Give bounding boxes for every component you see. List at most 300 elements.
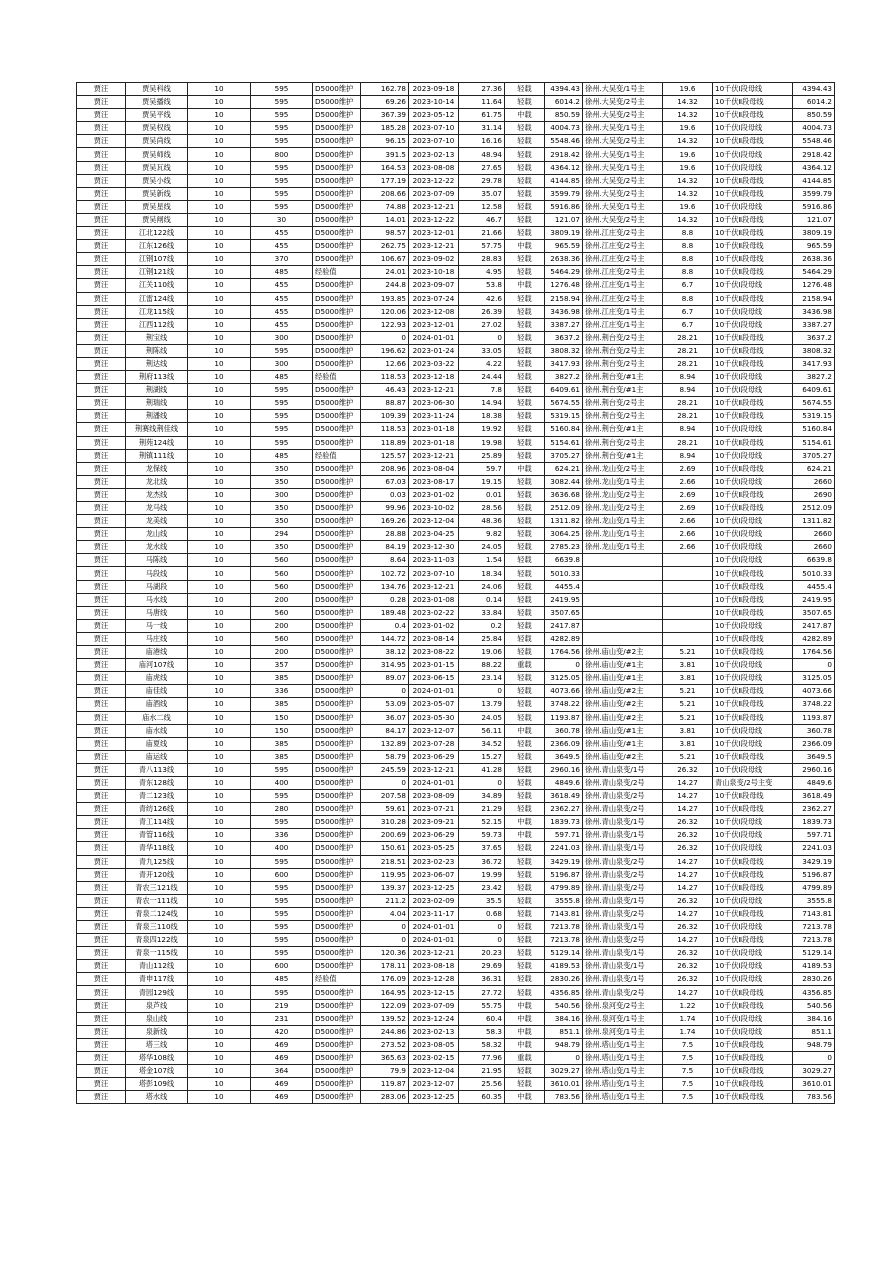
max-date-cell: 2023-12-18: [409, 371, 459, 384]
transformer-load-cell: 26.32: [663, 763, 713, 776]
rated-current-cell: 595: [251, 790, 313, 803]
transformer-load-cell: [663, 567, 713, 580]
available-capacity-cell: 3507.65: [793, 606, 835, 619]
rated-current-cell: 200: [251, 619, 313, 632]
transformer-cell: 徐州.庙山变/#1主: [583, 659, 663, 672]
load-level-cell: 中载: [505, 999, 545, 1012]
max-date-cell: 2023-08-08: [409, 161, 459, 174]
available-capacity-cell: 3029.27: [793, 1065, 835, 1078]
max-current-cell: 120.36: [361, 947, 409, 960]
max-date-cell: 2023-12-25: [409, 1091, 459, 1104]
district-cell: 贾汪: [77, 240, 126, 253]
line-name-cell: 贾吴科线: [126, 83, 188, 96]
transformer-cell: 徐州.大吴变/2号主: [583, 96, 663, 109]
source-cell: D5000维护: [313, 659, 361, 672]
load-rate-cell: 0.68: [459, 907, 505, 920]
line-name-cell: 青开120线: [126, 868, 188, 881]
transformer-load-cell: 8.8: [663, 292, 713, 305]
table-row: [77, 698, 835, 711]
line-name-cell: 龙杰线: [126, 488, 188, 501]
transformer-cell: 徐州.龙山变/2号主: [583, 502, 663, 515]
max-current-cell: 208.66: [361, 187, 409, 200]
available-capacity-cell: 2241.03: [793, 842, 835, 855]
bus-section-cell: 10千伏Ⅰ段母线: [713, 619, 793, 632]
available-capacity-cell: 6639.8: [793, 554, 835, 567]
transformer-load-cell: 14.27: [663, 868, 713, 881]
source-cell: D5000维护: [313, 213, 361, 226]
load-level-cell: 轻载: [505, 803, 545, 816]
transformer-load-cell: 3.81: [663, 737, 713, 750]
source-cell: D5000维护: [313, 855, 361, 868]
max-current-cell: 8.64: [361, 554, 409, 567]
load-level-cell: 轻载: [505, 174, 545, 187]
spare-capacity-cell: 2960.16: [545, 763, 583, 776]
max-current-cell: 36.07: [361, 711, 409, 724]
voltage-cell: 10: [188, 750, 251, 763]
voltage-cell: 10: [188, 96, 251, 109]
max-date-cell: 2023-02-22: [409, 606, 459, 619]
max-date-cell: 2023-12-22: [409, 213, 459, 226]
bus-section-cell: 10千伏Ⅰ段母线: [713, 763, 793, 776]
transformer-load-cell: 7.5: [663, 1065, 713, 1078]
load-rate-cell: 27.02: [459, 318, 505, 331]
transformer-load-cell: 14.27: [663, 776, 713, 789]
table-row: [77, 331, 835, 344]
line-name-cell: 龙保线: [126, 462, 188, 475]
table-row: [77, 934, 835, 947]
bus-section-cell: 10千伏Ⅱ段母线: [713, 803, 793, 816]
rated-current-cell: 455: [251, 318, 313, 331]
max-date-cell: 2023-01-02: [409, 488, 459, 501]
transformer-cell: 徐州.青山泉变/1号: [583, 829, 663, 842]
max-current-cell: 84.17: [361, 724, 409, 737]
bus-section-cell: 10千伏Ⅱ段母线: [713, 907, 793, 920]
rated-current-cell: 560: [251, 632, 313, 645]
max-date-cell: 2023-02-13: [409, 1025, 459, 1038]
spare-capacity-cell: 3125.05: [545, 672, 583, 685]
district-cell: 贾汪: [77, 554, 126, 567]
bus-section-cell: 10千伏Ⅰ段母线: [713, 947, 793, 960]
load-level-cell: 轻载: [505, 934, 545, 947]
load-level-cell: 轻载: [505, 371, 545, 384]
transformer-cell: 徐州.青山泉变/1号: [583, 947, 663, 960]
voltage-cell: 10: [188, 1038, 251, 1051]
spare-capacity-cell: 3618.49: [545, 790, 583, 803]
load-level-cell: 轻载: [505, 528, 545, 541]
load-level-cell: 轻载: [505, 266, 545, 279]
max-date-cell: 2023-07-09: [409, 999, 459, 1012]
line-name-cell: 龙山线: [126, 528, 188, 541]
district-cell: 贾汪: [77, 816, 126, 829]
district-cell: 贾汪: [77, 502, 126, 515]
load-rate-cell: 19.06: [459, 646, 505, 659]
voltage-cell: 10: [188, 606, 251, 619]
rated-current-cell: 336: [251, 685, 313, 698]
available-capacity-cell: 2419.95: [793, 593, 835, 606]
available-capacity-cell: 4004.73: [793, 122, 835, 135]
rated-current-cell: 336: [251, 829, 313, 842]
available-capacity-cell: 5129.14: [793, 947, 835, 960]
bus-section-cell: 10千伏Ⅱ段母线: [713, 410, 793, 423]
bus-section-cell: 10千伏Ⅰ段母线: [713, 384, 793, 397]
load-rate-cell: 19.92: [459, 423, 505, 436]
available-capacity-cell: 0: [793, 1051, 835, 1064]
max-current-cell: 98.57: [361, 227, 409, 240]
max-date-cell: 2023-06-29: [409, 829, 459, 842]
voltage-cell: 10: [188, 1078, 251, 1091]
available-capacity-cell: 3809.19: [793, 227, 835, 240]
table-row: [77, 659, 835, 672]
source-cell: D5000维护: [313, 528, 361, 541]
district-cell: 贾汪: [77, 960, 126, 973]
max-current-cell: 207.58: [361, 790, 409, 803]
rated-current-cell: 595: [251, 907, 313, 920]
max-date-cell: 2023-09-18: [409, 83, 459, 96]
transformer-load-cell: 14.27: [663, 881, 713, 894]
load-level-cell: 轻载: [505, 1078, 545, 1091]
voltage-cell: 10: [188, 397, 251, 410]
max-current-cell: 185.28: [361, 122, 409, 135]
available-capacity-cell: 2660: [793, 475, 835, 488]
load-level-cell: 重载: [505, 659, 545, 672]
load-rate-cell: 21.29: [459, 803, 505, 816]
load-rate-cell: 59.73: [459, 829, 505, 842]
district-cell: 贾汪: [77, 646, 126, 659]
voltage-cell: 10: [188, 593, 251, 606]
bus-section-cell: 10千伏Ⅰ段母线: [713, 672, 793, 685]
bus-section-cell: 10千伏Ⅰ段母线: [713, 528, 793, 541]
transformer-load-cell: 14.32: [663, 213, 713, 226]
source-cell: D5000维护: [313, 331, 361, 344]
line-name-cell: 贾吴播线: [126, 96, 188, 109]
source-cell: D5000维护: [313, 907, 361, 920]
table-row: [77, 462, 835, 475]
transformer-cell: 徐州.青山泉变/2号: [583, 776, 663, 789]
table-row: [77, 318, 835, 331]
max-date-cell: 2023-05-25: [409, 842, 459, 855]
transformer-load-cell: 14.27: [663, 803, 713, 816]
bus-section-cell: 10千伏Ⅱ段母线: [713, 632, 793, 645]
rated-current-cell: 364: [251, 1065, 313, 1078]
load-level-cell: 轻载: [505, 685, 545, 698]
spare-capacity-cell: 3827.2: [545, 371, 583, 384]
available-capacity-cell: 5916.86: [793, 200, 835, 213]
rated-current-cell: 350: [251, 502, 313, 515]
spare-capacity-cell: 6639.8: [545, 554, 583, 567]
load-rate-cell: 0: [459, 331, 505, 344]
spare-capacity-cell: 3610.01: [545, 1078, 583, 1091]
transformer-cell: 徐州.江庄变/1号主: [583, 279, 663, 292]
source-cell: D5000维护: [313, 122, 361, 135]
available-capacity-cell: 3387.27: [793, 318, 835, 331]
max-date-cell: 2023-10-14: [409, 96, 459, 109]
district-cell: 贾汪: [77, 632, 126, 645]
max-date-cell: 2023-10-02: [409, 502, 459, 515]
rated-current-cell: 455: [251, 292, 313, 305]
load-rate-cell: 58.3: [459, 1025, 505, 1038]
available-capacity-cell: 5674.55: [793, 397, 835, 410]
available-capacity-cell: 2417.87: [793, 619, 835, 632]
rated-current-cell: 350: [251, 541, 313, 554]
transformer-load-cell: 28.21: [663, 397, 713, 410]
transformer-load-cell: 2.66: [663, 541, 713, 554]
transformer-cell: 徐州.塔山变/1号主: [583, 1051, 663, 1064]
voltage-cell: 10: [188, 109, 251, 122]
max-date-cell: 2023-08-04: [409, 462, 459, 475]
available-capacity-cell: 2830.26: [793, 973, 835, 986]
transformer-load-cell: 2.69: [663, 462, 713, 475]
max-date-cell: 2023-12-22: [409, 174, 459, 187]
table-row: [77, 803, 835, 816]
max-current-cell: 0: [361, 921, 409, 934]
spare-capacity-cell: 6014.2: [545, 96, 583, 109]
district-cell: 贾汪: [77, 1091, 126, 1104]
load-rate-cell: 25.56: [459, 1078, 505, 1091]
available-capacity-cell: 3417.93: [793, 357, 835, 370]
load-level-cell: 中载: [505, 1025, 545, 1038]
transformer-load-cell: 28.21: [663, 436, 713, 449]
load-rate-cell: 41.28: [459, 763, 505, 776]
available-capacity-cell: 5464.29: [793, 266, 835, 279]
spare-capacity-cell: 4455.4: [545, 580, 583, 593]
transformer-load-cell: 3.81: [663, 724, 713, 737]
load-rate-cell: 56.11: [459, 724, 505, 737]
available-capacity-cell: 5548.46: [793, 135, 835, 148]
max-current-cell: 139.37: [361, 881, 409, 894]
load-level-cell: 中载: [505, 109, 545, 122]
district-cell: 贾汪: [77, 423, 126, 436]
max-current-cell: 122.09: [361, 999, 409, 1012]
voltage-cell: 10: [188, 227, 251, 240]
load-level-cell: 轻载: [505, 410, 545, 423]
voltage-cell: 10: [188, 711, 251, 724]
district-cell: 贾汪: [77, 659, 126, 672]
transformer-load-cell: 19.6: [663, 83, 713, 96]
district-cell: 贾汪: [77, 868, 126, 881]
source-cell: D5000维护: [313, 986, 361, 999]
bus-section-cell: 10千伏Ⅰ段母线: [713, 921, 793, 934]
max-date-cell: 2023-07-21: [409, 803, 459, 816]
voltage-cell: 10: [188, 1091, 251, 1104]
load-level-cell: 轻载: [505, 711, 545, 724]
transformer-load-cell: [663, 593, 713, 606]
transformer-cell: 徐州.江庄变/2号主: [583, 292, 663, 305]
load-rate-cell: 31.14: [459, 122, 505, 135]
max-date-cell: 2023-12-21: [409, 449, 459, 462]
max-date-cell: 2023-11-24: [409, 410, 459, 423]
max-date-cell: 2023-12-28: [409, 973, 459, 986]
district-cell: 贾汪: [77, 947, 126, 960]
max-current-cell: 46.43: [361, 384, 409, 397]
source-cell: D5000维护: [313, 96, 361, 109]
spare-capacity-cell: 5010.33: [545, 567, 583, 580]
spare-capacity-cell: 5196.87: [545, 868, 583, 881]
rated-current-cell: 400: [251, 842, 313, 855]
source-cell: D5000维护: [313, 829, 361, 842]
rated-current-cell: 455: [251, 227, 313, 240]
district-cell: 贾汪: [77, 292, 126, 305]
transformer-cell: 徐州.荆台变/#1主: [583, 423, 663, 436]
table-row: [77, 135, 835, 148]
district-cell: 贾汪: [77, 253, 126, 266]
table-row: [77, 200, 835, 213]
max-current-cell: 134.76: [361, 580, 409, 593]
available-capacity-cell: 2158.94: [793, 292, 835, 305]
max-date-cell: 2023-12-08: [409, 305, 459, 318]
voltage-cell: 10: [188, 999, 251, 1012]
transformer-load-cell: 5.21: [663, 646, 713, 659]
available-capacity-cell: 3808.32: [793, 344, 835, 357]
line-name-cell: 泉新线: [126, 1025, 188, 1038]
source-cell: 经验值: [313, 371, 361, 384]
max-current-cell: 67.03: [361, 475, 409, 488]
voltage-cell: 10: [188, 213, 251, 226]
district-cell: 贾汪: [77, 227, 126, 240]
load-rate-cell: 60.4: [459, 1012, 505, 1025]
bus-section-cell: 10千伏Ⅱ段母线: [713, 331, 793, 344]
voltage-cell: 10: [188, 541, 251, 554]
load-level-cell: 轻载: [505, 842, 545, 855]
available-capacity-cell: 783.56: [793, 1091, 835, 1104]
voltage-cell: 10: [188, 776, 251, 789]
line-name-cell: 贾吴瓦线: [126, 161, 188, 174]
voltage-cell: 10: [188, 266, 251, 279]
line-name-cell: 贾吴尚线: [126, 135, 188, 148]
load-rate-cell: 48.36: [459, 515, 505, 528]
line-name-cell: 贾吴小线: [126, 174, 188, 187]
rated-current-cell: 595: [251, 397, 313, 410]
spare-capacity-cell: 540.56: [545, 999, 583, 1012]
district-cell: 贾汪: [77, 593, 126, 606]
rated-current-cell: 595: [251, 934, 313, 947]
load-rate-cell: 24.44: [459, 371, 505, 384]
line-name-cell: 荆瑞线: [126, 397, 188, 410]
available-capacity-cell: 7143.81: [793, 907, 835, 920]
max-current-cell: 132.89: [361, 737, 409, 750]
load-level-cell: 轻载: [505, 305, 545, 318]
spare-capacity-cell: 5319.15: [545, 410, 583, 423]
bus-section-cell: 10千伏Ⅱ段母线: [713, 213, 793, 226]
load-rate-cell: 28.56: [459, 502, 505, 515]
voltage-cell: 10: [188, 724, 251, 737]
max-date-cell: 2023-12-21: [409, 580, 459, 593]
load-rate-cell: 27.36: [459, 83, 505, 96]
table-row: [77, 174, 835, 187]
load-rate-cell: 4.95: [459, 266, 505, 279]
bus-section-cell: 10千伏Ⅱ段母线: [713, 344, 793, 357]
district-cell: 贾汪: [77, 986, 126, 999]
line-name-cell: 马水线: [126, 593, 188, 606]
table-row: [77, 502, 835, 515]
spare-capacity-cell: 3705.27: [545, 449, 583, 462]
table-row: [77, 528, 835, 541]
transformer-cell: 徐州.青山泉变/2号: [583, 868, 663, 881]
load-rate-cell: 21.95: [459, 1065, 505, 1078]
rated-current-cell: 150: [251, 724, 313, 737]
voltage-cell: 10: [188, 646, 251, 659]
line-name-cell: 荆苑124线: [126, 436, 188, 449]
transformer-cell: 徐州.泉河变/2号主: [583, 999, 663, 1012]
voltage-cell: 10: [188, 763, 251, 776]
table-row: [77, 580, 835, 593]
district-cell: 贾汪: [77, 344, 126, 357]
district-cell: 贾汪: [77, 907, 126, 920]
spare-capacity-cell: 3417.93: [545, 357, 583, 370]
spare-capacity-cell: 2785.23: [545, 541, 583, 554]
district-cell: 贾汪: [77, 973, 126, 986]
load-level-cell: 轻载: [505, 619, 545, 632]
load-rate-cell: 33.84: [459, 606, 505, 619]
line-name-cell: 塔水线: [126, 1091, 188, 1104]
load-rate-cell: 16.16: [459, 135, 505, 148]
rated-current-cell: 219: [251, 999, 313, 1012]
transformer-cell: 徐州.大吴变/1号主: [583, 148, 663, 161]
source-cell: 经验值: [313, 973, 361, 986]
bus-section-cell: 10千伏Ⅰ段母线: [713, 515, 793, 528]
source-cell: D5000维护: [313, 109, 361, 122]
table-row: [77, 240, 835, 253]
spare-capacity-cell: 3636.68: [545, 488, 583, 501]
max-date-cell: 2023-02-13: [409, 148, 459, 161]
max-current-cell: 0.4: [361, 619, 409, 632]
bus-section-cell: 10千伏Ⅰ段母线: [713, 737, 793, 750]
max-current-cell: 14.01: [361, 213, 409, 226]
transformer-cell: 徐州.江庄变/1号主: [583, 318, 663, 331]
spare-capacity-cell: 3082.44: [545, 475, 583, 488]
bus-section-cell: 10千伏Ⅱ段母线: [713, 397, 793, 410]
bus-section-cell: 10千伏Ⅰ段母线: [713, 449, 793, 462]
line-name-cell: 泉山线: [126, 1012, 188, 1025]
rated-current-cell: 300: [251, 488, 313, 501]
line-name-cell: 贾吴新线: [126, 187, 188, 200]
transformer-cell: [583, 593, 663, 606]
source-cell: D5000维护: [313, 934, 361, 947]
rated-current-cell: 469: [251, 1038, 313, 1051]
load-level-cell: 中载: [505, 279, 545, 292]
spare-capacity-cell: 851.1: [545, 1025, 583, 1038]
transformer-load-cell: 14.27: [663, 907, 713, 920]
voltage-cell: 10: [188, 423, 251, 436]
load-rate-cell: 13.79: [459, 698, 505, 711]
transformer-load-cell: 5.21: [663, 698, 713, 711]
rated-current-cell: 200: [251, 593, 313, 606]
available-capacity-cell: 3705.27: [793, 449, 835, 462]
transformer-load-cell: 1.74: [663, 1025, 713, 1038]
transformer-cell: 徐州.青山泉变/1号: [583, 816, 663, 829]
load-level-cell: 轻载: [505, 947, 545, 960]
transformer-cell: 徐州.荆台变/2号主: [583, 344, 663, 357]
spare-capacity-cell: 3387.27: [545, 318, 583, 331]
transformer-cell: 徐州.龙山变/1号主: [583, 515, 663, 528]
load-level-cell: 轻载: [505, 384, 545, 397]
transformer-cell: 徐州.青山泉变/2号: [583, 881, 663, 894]
rated-current-cell: 420: [251, 1025, 313, 1038]
table-row: [77, 148, 835, 161]
district-cell: 贾汪: [77, 397, 126, 410]
bus-section-cell: 10千伏Ⅰ段母线: [713, 279, 793, 292]
bus-section-cell: 10千伏Ⅰ段母线: [713, 305, 793, 318]
source-cell: D5000维护: [313, 253, 361, 266]
district-cell: 贾汪: [77, 200, 126, 213]
max-date-cell: 2023-08-22: [409, 646, 459, 659]
load-rate-cell: 18.38: [459, 410, 505, 423]
table-row: [77, 790, 835, 803]
max-current-cell: 119.95: [361, 868, 409, 881]
load-rate-cell: 0.01: [459, 488, 505, 501]
load-level-cell: 中载: [505, 816, 545, 829]
available-capacity-cell: 5196.87: [793, 868, 835, 881]
spare-capacity-cell: 850.59: [545, 109, 583, 122]
